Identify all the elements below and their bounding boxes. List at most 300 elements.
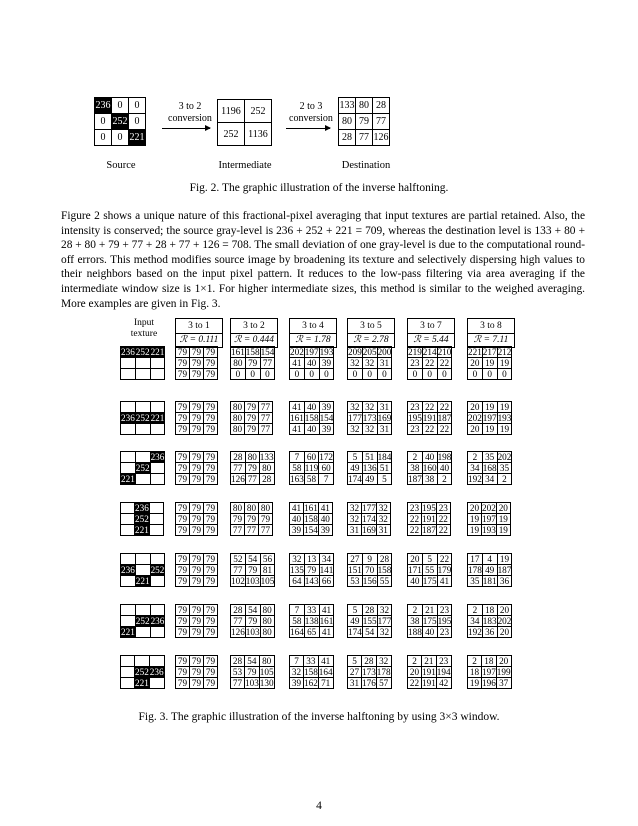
grid-cell: 0 — [95, 114, 112, 130]
grid-row — [408, 576, 452, 587]
output-matrix — [467, 502, 511, 536]
grid-cell: 162 — [304, 678, 318, 688]
column-ratio: ℛ = 0.444 — [233, 335, 275, 345]
grid-cell: 79 — [190, 514, 204, 525]
output-matrix — [175, 502, 218, 536]
grid-row — [348, 402, 392, 413]
grid-cell: 161 — [290, 413, 304, 423]
grid-cell — [150, 424, 165, 435]
grid-row — [121, 358, 165, 369]
grid-cell: 28 — [231, 656, 245, 667]
grid-cell: 41 — [290, 358, 305, 369]
grid-cell: 81 — [260, 565, 275, 576]
grid-cell: 18 — [482, 656, 497, 667]
output-matrix — [175, 553, 218, 587]
grid-cell: 39 — [290, 678, 304, 689]
output-matrix — [407, 553, 452, 587]
grid-cell: 19 — [497, 402, 512, 413]
grid-cell: 79 — [190, 667, 204, 678]
grid-cell: 187 — [437, 413, 452, 423]
grid-cell: 49 — [348, 463, 363, 474]
grid-row — [231, 678, 275, 689]
grid-cell: 53 — [231, 667, 245, 678]
grid-row — [231, 358, 275, 369]
grid-cell: 79 — [204, 413, 218, 424]
grid-cell: 32 — [348, 402, 363, 413]
grid-cell: 0 — [437, 369, 452, 380]
intermediate-grid — [217, 99, 272, 146]
grid-cell — [150, 369, 165, 380]
grid-row — [121, 347, 165, 358]
grid-cell — [135, 554, 150, 565]
grid-cell: 105 — [259, 667, 274, 677]
grid-cell — [150, 627, 165, 638]
grid-row — [468, 554, 512, 565]
grid-cell: 79 — [176, 525, 190, 536]
output-matrix — [289, 553, 334, 587]
grid-row — [408, 369, 452, 380]
grid-row — [408, 627, 452, 638]
grid-row — [290, 413, 334, 424]
grid-cell: 79 — [204, 576, 218, 587]
conversion-label-2to3: 2 to 3 conversion — [289, 101, 333, 124]
grid-cell: 23 — [437, 605, 452, 616]
grid-row — [468, 667, 512, 678]
grid-cell: 53 — [348, 576, 363, 587]
output-matrix — [289, 502, 333, 536]
grid-cell: 2 — [408, 605, 423, 616]
column-title: 3 to 5 — [348, 319, 394, 334]
grid-cell: 252 — [135, 413, 150, 423]
grid-cell — [121, 503, 135, 514]
grid-row — [408, 525, 451, 536]
grid-row — [408, 565, 452, 576]
grid-cell: 18 — [482, 605, 497, 616]
grid-cell: 184 — [377, 452, 392, 462]
grid-cell: 0 — [129, 98, 146, 114]
grid-cell — [150, 474, 165, 485]
arrow-2to3 — [286, 128, 330, 129]
grid-row — [176, 413, 218, 424]
grid-row — [231, 402, 273, 413]
grid-row — [121, 463, 165, 474]
grid-cell: 27 — [348, 554, 363, 565]
grid-row — [348, 656, 392, 667]
grid-cell: 252 — [245, 100, 272, 123]
grid-row — [468, 514, 511, 525]
grid-cell: 38 — [408, 616, 423, 627]
grid-row — [348, 503, 391, 514]
grid-cell: 79 — [204, 627, 218, 638]
grid-cell: 221 — [129, 130, 146, 146]
grid-cell: 193 — [482, 525, 496, 535]
grid-cell: 163 — [290, 474, 304, 484]
grid-cell: 0 — [231, 369, 246, 380]
grid-row — [176, 369, 218, 380]
grid-cell: 191 — [422, 413, 437, 423]
output-matrix — [289, 451, 334, 485]
column-header — [407, 318, 455, 348]
grid-cell: 41 — [318, 503, 332, 514]
grid-cell: 202 — [497, 452, 512, 462]
grid-cell: 188 — [408, 627, 422, 637]
grid-row — [231, 474, 275, 485]
grid-cell: 198 — [437, 452, 452, 462]
grid-row — [408, 678, 452, 689]
grid-cell: 49 — [348, 616, 363, 627]
grid-cell: 252 — [135, 616, 150, 626]
grid-cell: 202 — [482, 503, 496, 513]
grid-cell: 197 — [482, 514, 496, 524]
grid-cell — [150, 554, 165, 565]
output-matrix — [230, 655, 275, 689]
arrow-3to2 — [162, 128, 210, 129]
grid-cell: 80 — [260, 627, 274, 638]
grid-cell: 252 — [135, 463, 150, 473]
grid-cell: 23 — [436, 656, 451, 667]
grid-cell: 23 — [437, 627, 452, 638]
grid-cell: 183 — [482, 616, 497, 626]
grid-cell: 195 — [408, 413, 422, 423]
grid-cell: 28 — [339, 130, 356, 146]
grid-cell: 79 — [204, 463, 218, 474]
grid-row — [176, 554, 218, 565]
output-matrix — [230, 451, 275, 485]
grid-cell: 191 — [422, 678, 436, 688]
output-matrix — [230, 604, 275, 638]
grid-row — [290, 627, 334, 638]
grid-cell: 197 — [304, 347, 319, 357]
grid-cell: 79 — [204, 452, 218, 463]
grid-cell: 23 — [408, 424, 423, 435]
grid-cell: 22 — [408, 514, 422, 525]
grid-cell: 79 — [245, 514, 259, 525]
grid-row — [121, 616, 165, 627]
grid-cell: 252 — [112, 114, 129, 130]
grid-row — [468, 605, 512, 616]
grid-cell: 143 — [304, 576, 319, 586]
grid-cell: 79 — [204, 358, 218, 369]
grid-cell: 2 — [437, 474, 452, 485]
grid-cell: 252 — [135, 347, 150, 357]
grid-cell: 0 — [348, 369, 363, 380]
grid-row — [290, 525, 333, 536]
grid-cell: 219 — [408, 347, 422, 357]
grid-row — [121, 554, 165, 565]
grid-row — [348, 565, 392, 576]
grid-cell: 79 — [245, 358, 260, 369]
grid-cell: 119 — [304, 463, 319, 473]
grid-row — [290, 656, 334, 667]
grid-row — [176, 358, 218, 369]
grid-cell: 135 — [290, 565, 304, 575]
grid-row — [408, 554, 452, 565]
grid-cell: 21 — [422, 656, 437, 667]
grid-row — [290, 402, 334, 413]
grid-cell — [150, 358, 165, 369]
grid-cell — [135, 605, 150, 616]
grid-cell: 20 — [408, 554, 423, 565]
grid-cell: 0 — [482, 369, 497, 380]
grid-cell: 80 — [231, 413, 245, 424]
grid-cell: 205 — [362, 347, 377, 357]
grid-row — [408, 413, 452, 424]
grid-cell: 194 — [436, 667, 451, 677]
grid-row — [176, 474, 218, 485]
grid-cell: 20 — [497, 627, 512, 638]
grid-row — [231, 554, 275, 565]
grid-row — [121, 424, 165, 435]
grid-cell — [135, 565, 150, 576]
grid-cell: 58 — [290, 616, 305, 627]
grid-cell: 7 — [319, 474, 334, 485]
grid-cell: 221 — [121, 474, 135, 484]
grid-cell: 103 — [245, 576, 260, 586]
output-matrix — [289, 401, 334, 435]
grid-cell: 70 — [362, 565, 377, 576]
column-ratio: ℛ = 0.111 — [179, 335, 219, 345]
grid-row — [348, 347, 392, 358]
grid-cell: 5 — [422, 554, 437, 565]
grid-row — [121, 525, 164, 536]
input-texture-matrix — [120, 604, 165, 638]
grid-cell: 172 — [319, 452, 334, 462]
grid-row — [468, 402, 512, 413]
grid-cell: 79 — [190, 576, 204, 587]
grid-cell: 236 — [149, 667, 164, 677]
grid-cell: 20 — [408, 667, 422, 678]
grid-cell: 79 — [176, 402, 190, 413]
grid-cell: 221 — [135, 576, 150, 586]
grid-row — [121, 452, 165, 463]
grid-cell: 103 — [245, 678, 259, 688]
grid-cell — [135, 358, 150, 369]
grid-cell: 20 — [497, 605, 512, 616]
grid-cell: 79 — [176, 463, 190, 474]
grid-cell: 252 — [135, 667, 149, 677]
grid-cell: 71 — [318, 678, 333, 689]
grid-cell: 79 — [245, 667, 260, 678]
grid-cell: 77 — [259, 413, 273, 424]
grid-cell: 176 — [362, 678, 376, 688]
grid-cell: 58 — [304, 474, 318, 485]
grid-cell: 79 — [245, 402, 259, 413]
grid-row — [348, 514, 391, 525]
grid-cell: 56 — [260, 554, 275, 565]
grid-cell: 5 — [348, 452, 363, 463]
figure-3-caption: Fig. 3. The graphic illustration of the inverse halftoning by using 3×3 window. — [138, 711, 500, 723]
grid-cell: 39 — [290, 525, 304, 536]
grid-cell: 80 — [259, 656, 274, 667]
grid-row — [176, 605, 218, 616]
grid-cell: 175 — [422, 616, 437, 626]
grid-cell: 199 — [496, 667, 511, 677]
column-title: 3 to 8 — [468, 319, 514, 334]
grid-row — [121, 514, 164, 525]
grid-row — [176, 525, 218, 536]
grid-cell: 221 — [121, 627, 135, 637]
grid-row — [231, 369, 275, 380]
grid-cell: 60 — [319, 463, 334, 474]
grid-cell: 79 — [190, 463, 204, 474]
grid-row — [231, 514, 273, 525]
grid-row — [95, 98, 146, 114]
grid-cell: 221 — [150, 347, 165, 357]
grid-cell: 236 — [150, 452, 165, 462]
grid-cell: 178 — [468, 565, 482, 575]
grid-cell: 2 — [468, 656, 482, 667]
grid-cell: 77 — [356, 130, 373, 146]
grid-cell: 0 — [497, 369, 512, 380]
grid-cell: 28 — [362, 656, 377, 667]
output-matrix — [407, 346, 452, 380]
grid-cell — [121, 424, 136, 435]
output-matrix — [230, 346, 275, 380]
grid-cell: 49 — [362, 474, 377, 485]
grid-cell: 79 — [176, 627, 190, 638]
grid-cell: 79 — [176, 452, 190, 463]
grid-cell: 202 — [497, 616, 512, 626]
grid-row — [231, 503, 273, 514]
grid-cell: 79 — [176, 369, 190, 380]
grid-cell: 32 — [290, 554, 305, 565]
grid-cell: 32 — [377, 627, 392, 638]
grid-cell: 19 — [497, 554, 512, 565]
grid-cell: 77 — [231, 565, 246, 576]
grid-cell: 193 — [319, 347, 334, 357]
grid-cell: 21 — [422, 605, 437, 616]
grid-cell — [149, 503, 163, 514]
grid-cell: 35 — [497, 463, 512, 474]
grid-row — [468, 678, 512, 689]
grid-cell: 20 — [468, 358, 483, 369]
grid-cell: 217 — [482, 347, 497, 357]
output-matrix — [407, 502, 451, 536]
grid-row — [231, 616, 275, 627]
grid-row — [121, 667, 165, 678]
grid-cell: 79 — [190, 402, 204, 413]
grid-row — [290, 565, 334, 576]
grid-cell: 171 — [408, 565, 422, 575]
grid-cell: 79 — [204, 554, 218, 565]
input-texture-matrix — [120, 451, 165, 485]
grid-cell — [149, 514, 163, 525]
grid-cell: 22 — [436, 514, 450, 525]
grid-cell: 236 — [150, 616, 165, 626]
grid-row — [348, 358, 392, 369]
input-texture-header: Input texture — [130, 318, 158, 339]
grid-cell: 4 — [482, 554, 497, 565]
grid-cell: 22 — [437, 424, 452, 435]
grid-cell: 20 — [468, 402, 483, 413]
grid-cell: 192 — [468, 474, 482, 484]
grid-cell: 158 — [377, 565, 392, 575]
grid-row — [290, 576, 334, 587]
grid-cell: 2 — [468, 605, 483, 616]
column-header — [230, 318, 278, 348]
grid-cell: 32 — [348, 424, 363, 435]
grid-cell: 77 — [260, 358, 275, 369]
grid-cell — [121, 667, 135, 678]
grid-cell: 158 — [304, 514, 318, 524]
output-matrix — [347, 655, 392, 689]
grid-cell: 0 — [408, 369, 423, 380]
grid-cell — [121, 656, 135, 667]
grid-cell: 79 — [176, 424, 190, 435]
grid-cell: 32 — [348, 358, 363, 369]
grid-cell: 173 — [362, 413, 377, 423]
grid-cell: 58 — [290, 463, 305, 474]
grid-cell: 79 — [204, 656, 218, 667]
column-ratio: ℛ = 1.78 — [295, 335, 331, 345]
output-matrix — [175, 655, 218, 689]
grid-cell: 1196 — [218, 100, 245, 123]
grid-cell: 19 — [496, 514, 510, 525]
grid-row — [218, 123, 272, 146]
grid-row — [176, 424, 218, 435]
grid-cell: 40 — [304, 424, 319, 435]
grid-row — [468, 656, 512, 667]
grid-cell: 79 — [176, 474, 190, 485]
output-matrix — [407, 655, 452, 689]
grid-cell: 141 — [319, 565, 334, 575]
grid-cell: 41 — [290, 424, 305, 435]
grid-cell: 79 — [176, 678, 190, 689]
grid-row — [121, 678, 165, 689]
grid-cell: 77 — [245, 525, 259, 536]
grid-cell — [150, 402, 165, 413]
grid-cell: 51 — [362, 452, 377, 463]
grid-cell: 136 — [362, 463, 377, 473]
grid-cell: 19 — [468, 678, 482, 689]
grid-cell: 79 — [176, 616, 190, 627]
grid-row — [176, 463, 218, 474]
grid-row — [95, 114, 146, 130]
output-matrix — [230, 553, 275, 587]
grid-row — [231, 667, 275, 678]
grid-cell: 36 — [497, 576, 512, 587]
grid-cell: 66 — [319, 576, 334, 587]
grid-row — [468, 452, 512, 463]
grid-cell: 31 — [348, 525, 362, 536]
grid-cell: 80 — [356, 98, 373, 114]
grid-row — [231, 525, 273, 536]
grid-cell: 79 — [176, 605, 190, 616]
grid-cell: 79 — [204, 474, 218, 485]
grid-cell: 169 — [362, 525, 376, 535]
grid-cell: 202 — [468, 413, 482, 423]
grid-row — [290, 667, 334, 678]
grid-cell: 79 — [259, 514, 273, 525]
grid-cell: 60 — [304, 452, 318, 463]
grid-row — [176, 452, 218, 463]
grid-cell: 28 — [231, 605, 246, 616]
grid-cell: 31 — [376, 525, 390, 536]
grid-row — [468, 474, 512, 485]
grid-row — [290, 452, 334, 463]
grid-cell: 40 — [437, 463, 452, 474]
grid-cell — [121, 616, 136, 627]
grid-cell: 32 — [362, 424, 377, 435]
column-ratio: ℛ = 2.78 — [353, 335, 389, 345]
grid-cell: 32 — [362, 358, 377, 369]
grid-cell: 2 — [468, 452, 483, 463]
grid-cell: 40 — [304, 402, 319, 413]
grid-cell: 31 — [377, 424, 392, 435]
output-matrix — [289, 655, 334, 689]
grid-row — [231, 565, 275, 576]
grid-cell: 0 — [362, 369, 377, 380]
